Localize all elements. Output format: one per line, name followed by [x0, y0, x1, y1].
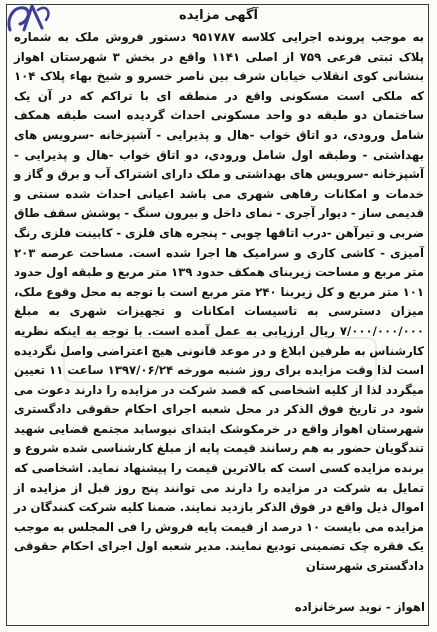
notice-title: آگهی مزایده — [179, 8, 258, 23]
notice-signature: اهواز - نوید سرخانزاده — [294, 600, 425, 614]
notice-body: به موجب پرونده اجرایی کلاسه ۹۵۱۷۸۷ دستور فروش ملک به شماره پلاک ثبتی فرعی ۷۵۹ از اصلی ۱۱۴۱ واقع در بخش ۳ شهرستان اهواز بنشانی کوی انقلاب خیابان شرف بین ناصر خسرو و شیخ بهاء پلاک ۱۰۴ که ملکی است مسکونی واقع در منطقه ای با تراکم که در آن یک ساختمان دو طبقه دو واحد مسکونی احداث گردیده است طبقه همکف شامل ورودی، دو اتاق خواب -هال و پذیرایی - آشپزخانه -سرویس های بهداشتی - وطبقه اول شامل ورودی، دو اتاق خواب -هال و پذیرایی - آشپزخانه -سرویس های بهداشتی و ملک دارای اشتراک آب و برق و گاز و خدمات و امکانات رفاهی شهری می باشد اعیانی احداث شده سنتی و قدیمی ساز - دیوار آجری - نمای داخل و بیرون سنگ - پوشش سقف طاق ضربی و تیرآهن -درب اتاقها چوبی - پنجره های فلزی - کابینت فلزی رنگ آمیزی - کاشی کاری و سرامیک ها اجرا شده است. مساحت عرصه ۲۰۳ متر مربع و مساحت زیربنای همکف حدود ۱۳۹ متر مربع و طبقه اول حدود ۱۰۱ متر مربع و کل زیربنا ۲۴۰ متر مربع است با توجه به محل وقوع ملک، میزان دسترسی به تاسیسات امکانات و تجهیزات شهری به مبلغ ۷/۰۰۰/۰۰۰/۰۰۰ ریال ارزیابی به عمل آمده است. با توجه به اینکه نظریه کارشناس به طرفین ابلاغ و در موعد قانونی هیچ اعتراضی واصل نگردیده است لذا وقت مزایده برای روز شنبه مورخه ۱۳۹۷/۰۶/۲۴ ساعت ۱۱ تعیین میگردد لذا از کلیه اشخاصی که قصد شرکت در مزایده را دارند دعوت می شود در تاریخ فوق الذکر در محل شعبه اجرای احکام حقوقی دادگستری شهرستان اهواز واقع در خرمکوشک ابتدای نیوسابد مجتمع قضایی شهید تندگویان حضور به هم رسانند قیمت پایه از مبلغ کارشناسی شده شروع و برنده مزایده کسی است که بالاترین قیمت را پیشنهاد نماید. اشخاصی که تمایل به شرکت در مزایده را دارند می توانند پنج روز قبل از مزایده از اموال ذیل واقع در فوق الذکر بازدید نمایند. ضمنا کلیه شرکت کنندگان در مزایده می بایست ۱۰ درصد از قیمت پایه فروش را فی المجلس به موجب یک فقره چک تضمینی تودیع نمایند. مدیر شعبه اول اجرای احکام حقوقی دادگستری شهرستان — [14, 30, 425, 574]
